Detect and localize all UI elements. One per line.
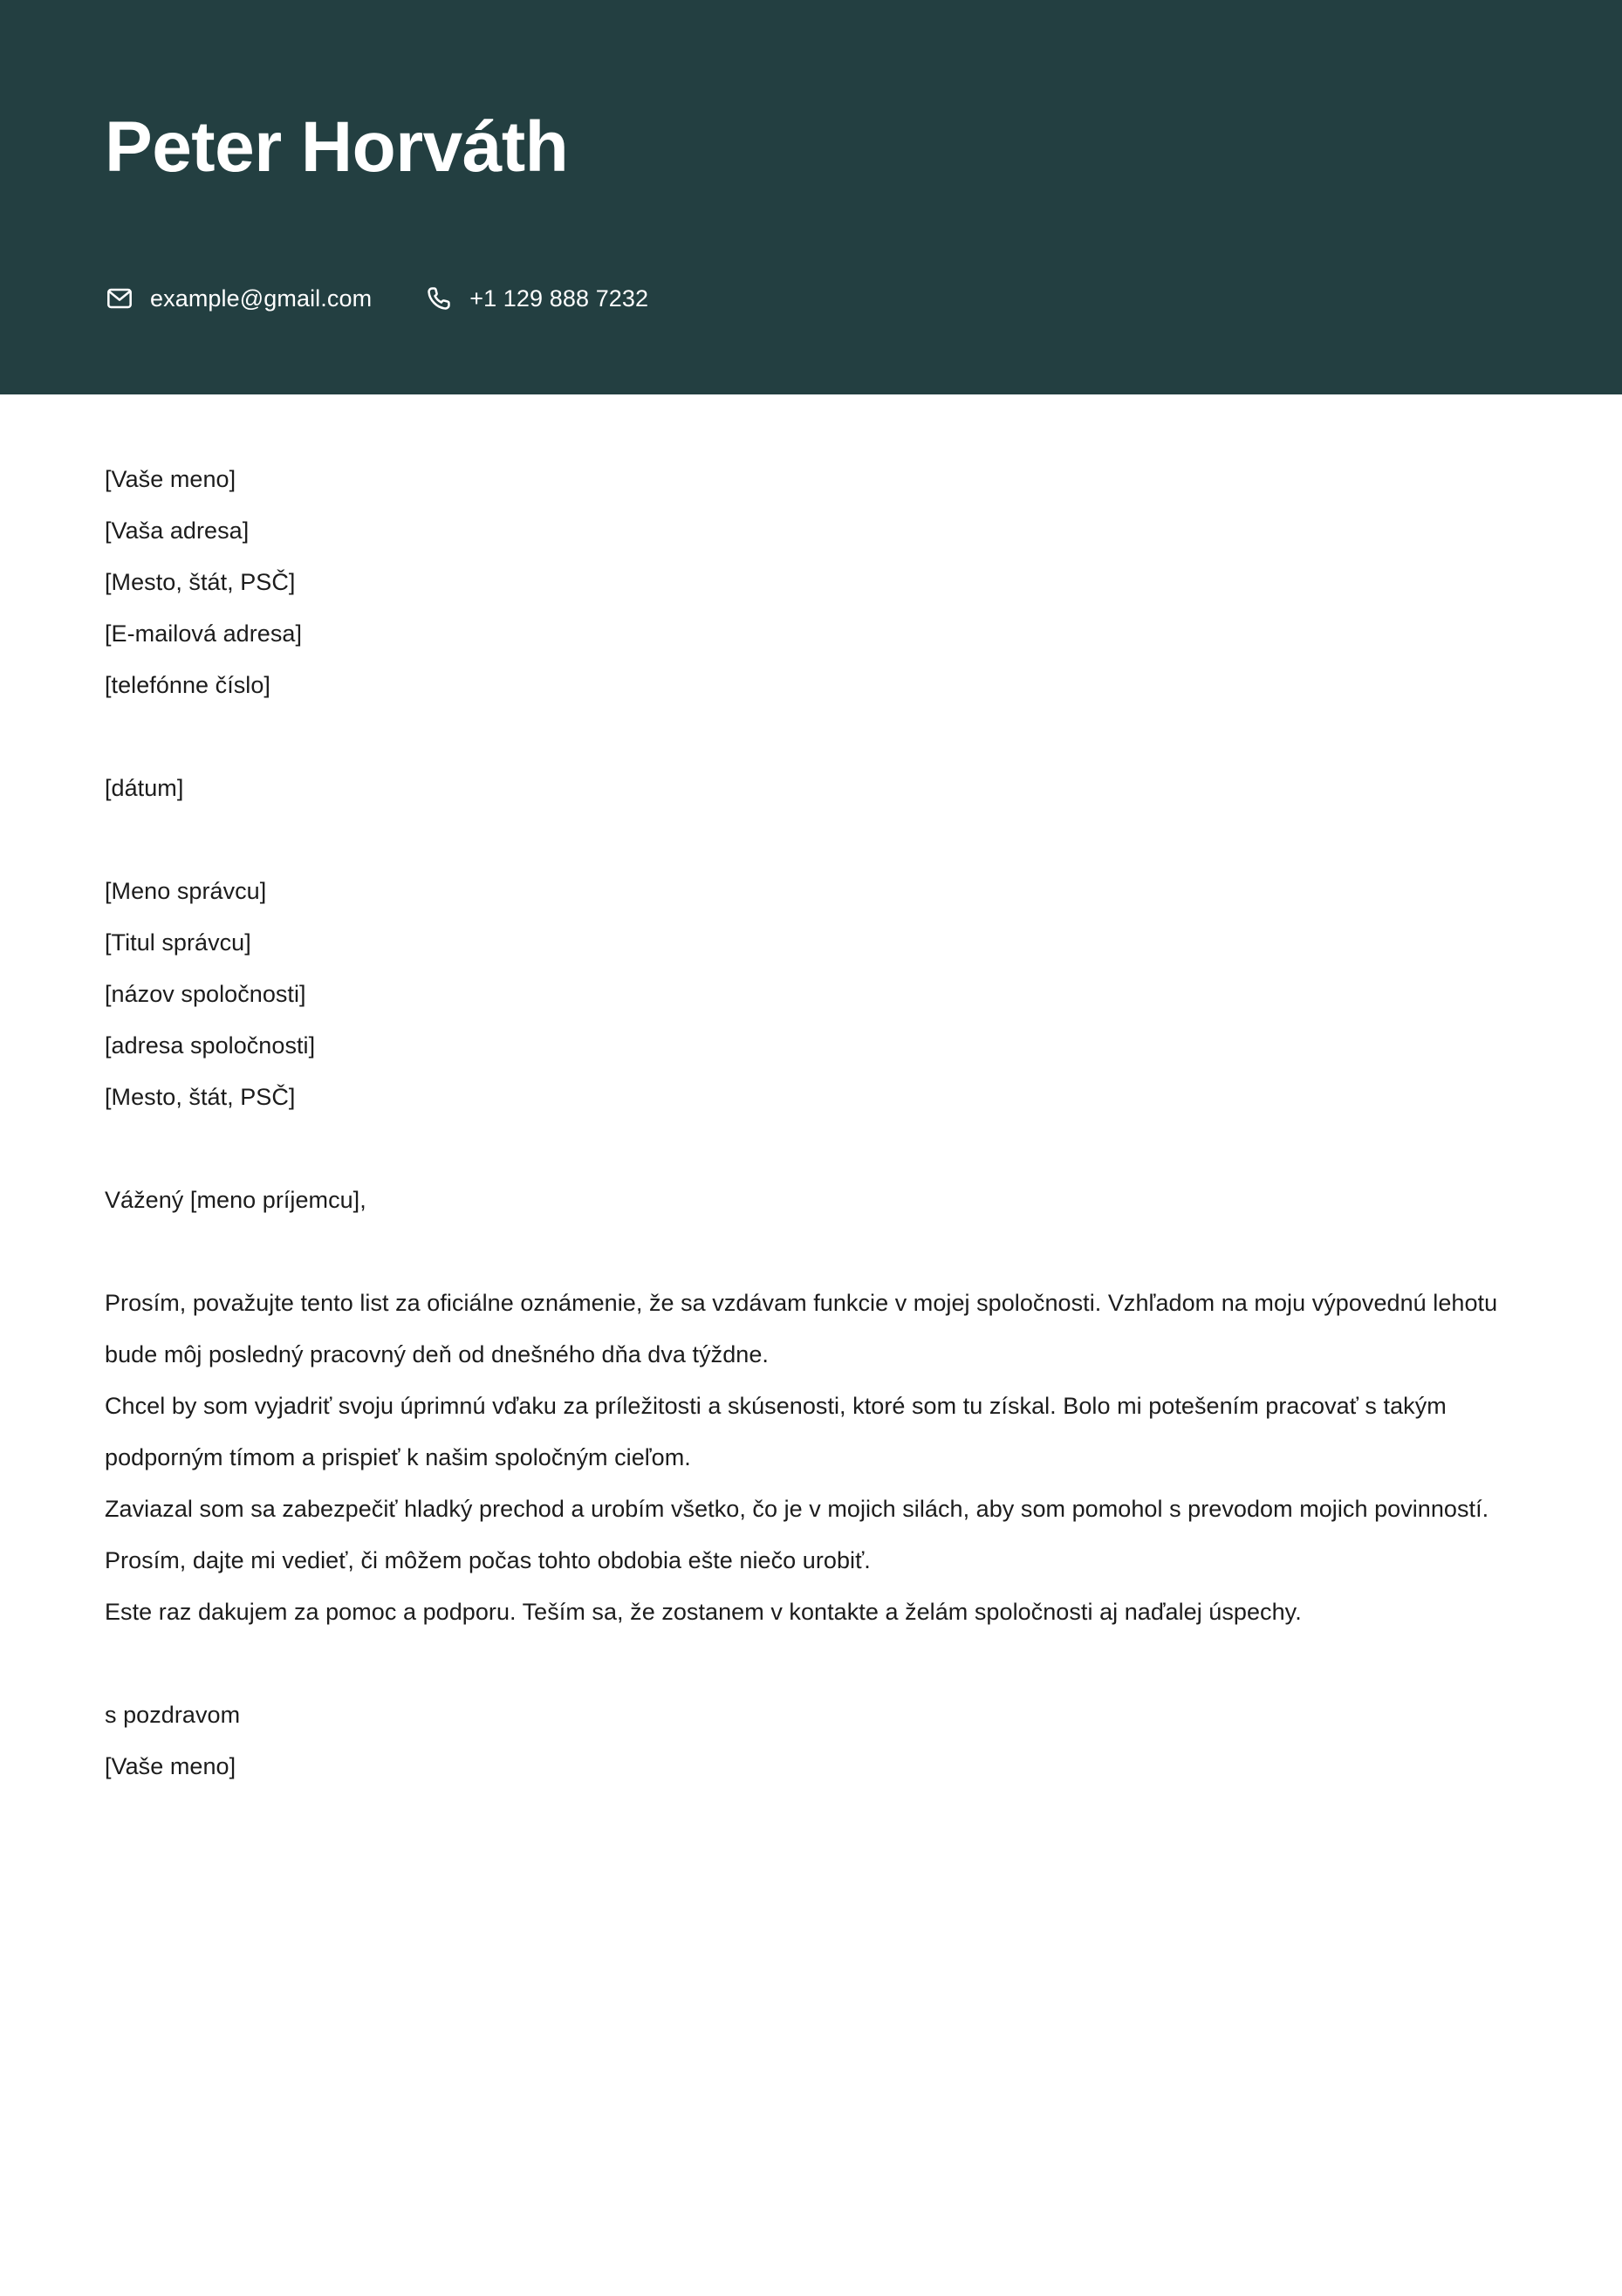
- signature-line: [Vaše meno]: [105, 1753, 236, 1779]
- phone-icon: [424, 284, 454, 313]
- sender-line: [Vaša adresa]: [105, 517, 250, 544]
- spacer: [105, 1638, 1509, 1689]
- spacer: [105, 711, 1509, 763]
- contact-phone[interactable]: [424, 284, 648, 313]
- date-block: [105, 763, 1509, 814]
- contact-email[interactable]: [105, 284, 372, 313]
- sender-line: [telefónne číslo]: [105, 672, 270, 698]
- closing-line: s pozdravom: [105, 1702, 241, 1728]
- salutation-line: Vážený [meno príjemcu],: [105, 1187, 366, 1213]
- paragraph: Chcel by som vyjadriť svoju úprimnú vďaku za príležitosti a skúsenosti, ktoré som tu získal. Bolo mi potešením pracovať s takým podporným tímom a prispieť k našim spoločným cieľom.: [105, 1393, 1447, 1470]
- recipient-line: [Meno správcu]: [105, 878, 267, 904]
- envelope-icon: [105, 284, 134, 313]
- contact-phone-label: +1 129 888 7232: [469, 284, 649, 312]
- salutation-block: [105, 1175, 1509, 1226]
- recipient-line: [Mesto, štát, PSČ]: [105, 1084, 296, 1110]
- spacer: [105, 1123, 1509, 1175]
- contact-row: [105, 284, 648, 313]
- recipient-line: [adresa spoločnosti]: [105, 1032, 316, 1059]
- letter-header-banner: [0, 0, 1622, 394]
- paragraph: Zaviazal som sa zabezpečiť hladký prechod a urobím všetko, čo je v mojich silách, aby som pomohol s prevodom mojich povinností. Prosím, dajte mi vedieť, či môžem počas tohto obdobia ešte niečo urobiť.: [105, 1496, 1489, 1573]
- sender-line: [Vaše meno]: [105, 466, 236, 492]
- contact-email-label: example@gmail.com: [150, 284, 373, 312]
- recipient-line: [názov spoločnosti]: [105, 981, 306, 1007]
- sender-address-block: [105, 454, 1509, 711]
- spacer: [105, 1226, 1509, 1278]
- closing-block: [105, 1689, 1509, 1792]
- sender-line: [Mesto, štát, PSČ]: [105, 569, 296, 595]
- spacer: [105, 814, 1509, 866]
- recipient-address-block: [105, 866, 1509, 1123]
- page-title: Peter Horváth: [105, 107, 569, 187]
- letter-paragraphs: [105, 1278, 1509, 1638]
- paragraph: Este raz dakujem za pomoc a podporu. Teším sa, že zostanem v kontakte a želám spoločnosti aj naďalej úspechy.: [105, 1599, 1302, 1625]
- recipient-line: [Titul správcu]: [105, 929, 251, 956]
- sender-line: [E-mailová adresa]: [105, 620, 302, 647]
- letter-body: [105, 454, 1509, 1792]
- paragraph: Prosím, považujte tento list za oficiálne oznámenie, že sa vzdávam funkcie v mojej spoločnosti. Vzhľadom na moju výpovednú lehotu bude môj posledný pracovný deň od dnešného dňa dva týždne.: [105, 1290, 1498, 1367]
- date-line: [dátum]: [105, 775, 184, 801]
